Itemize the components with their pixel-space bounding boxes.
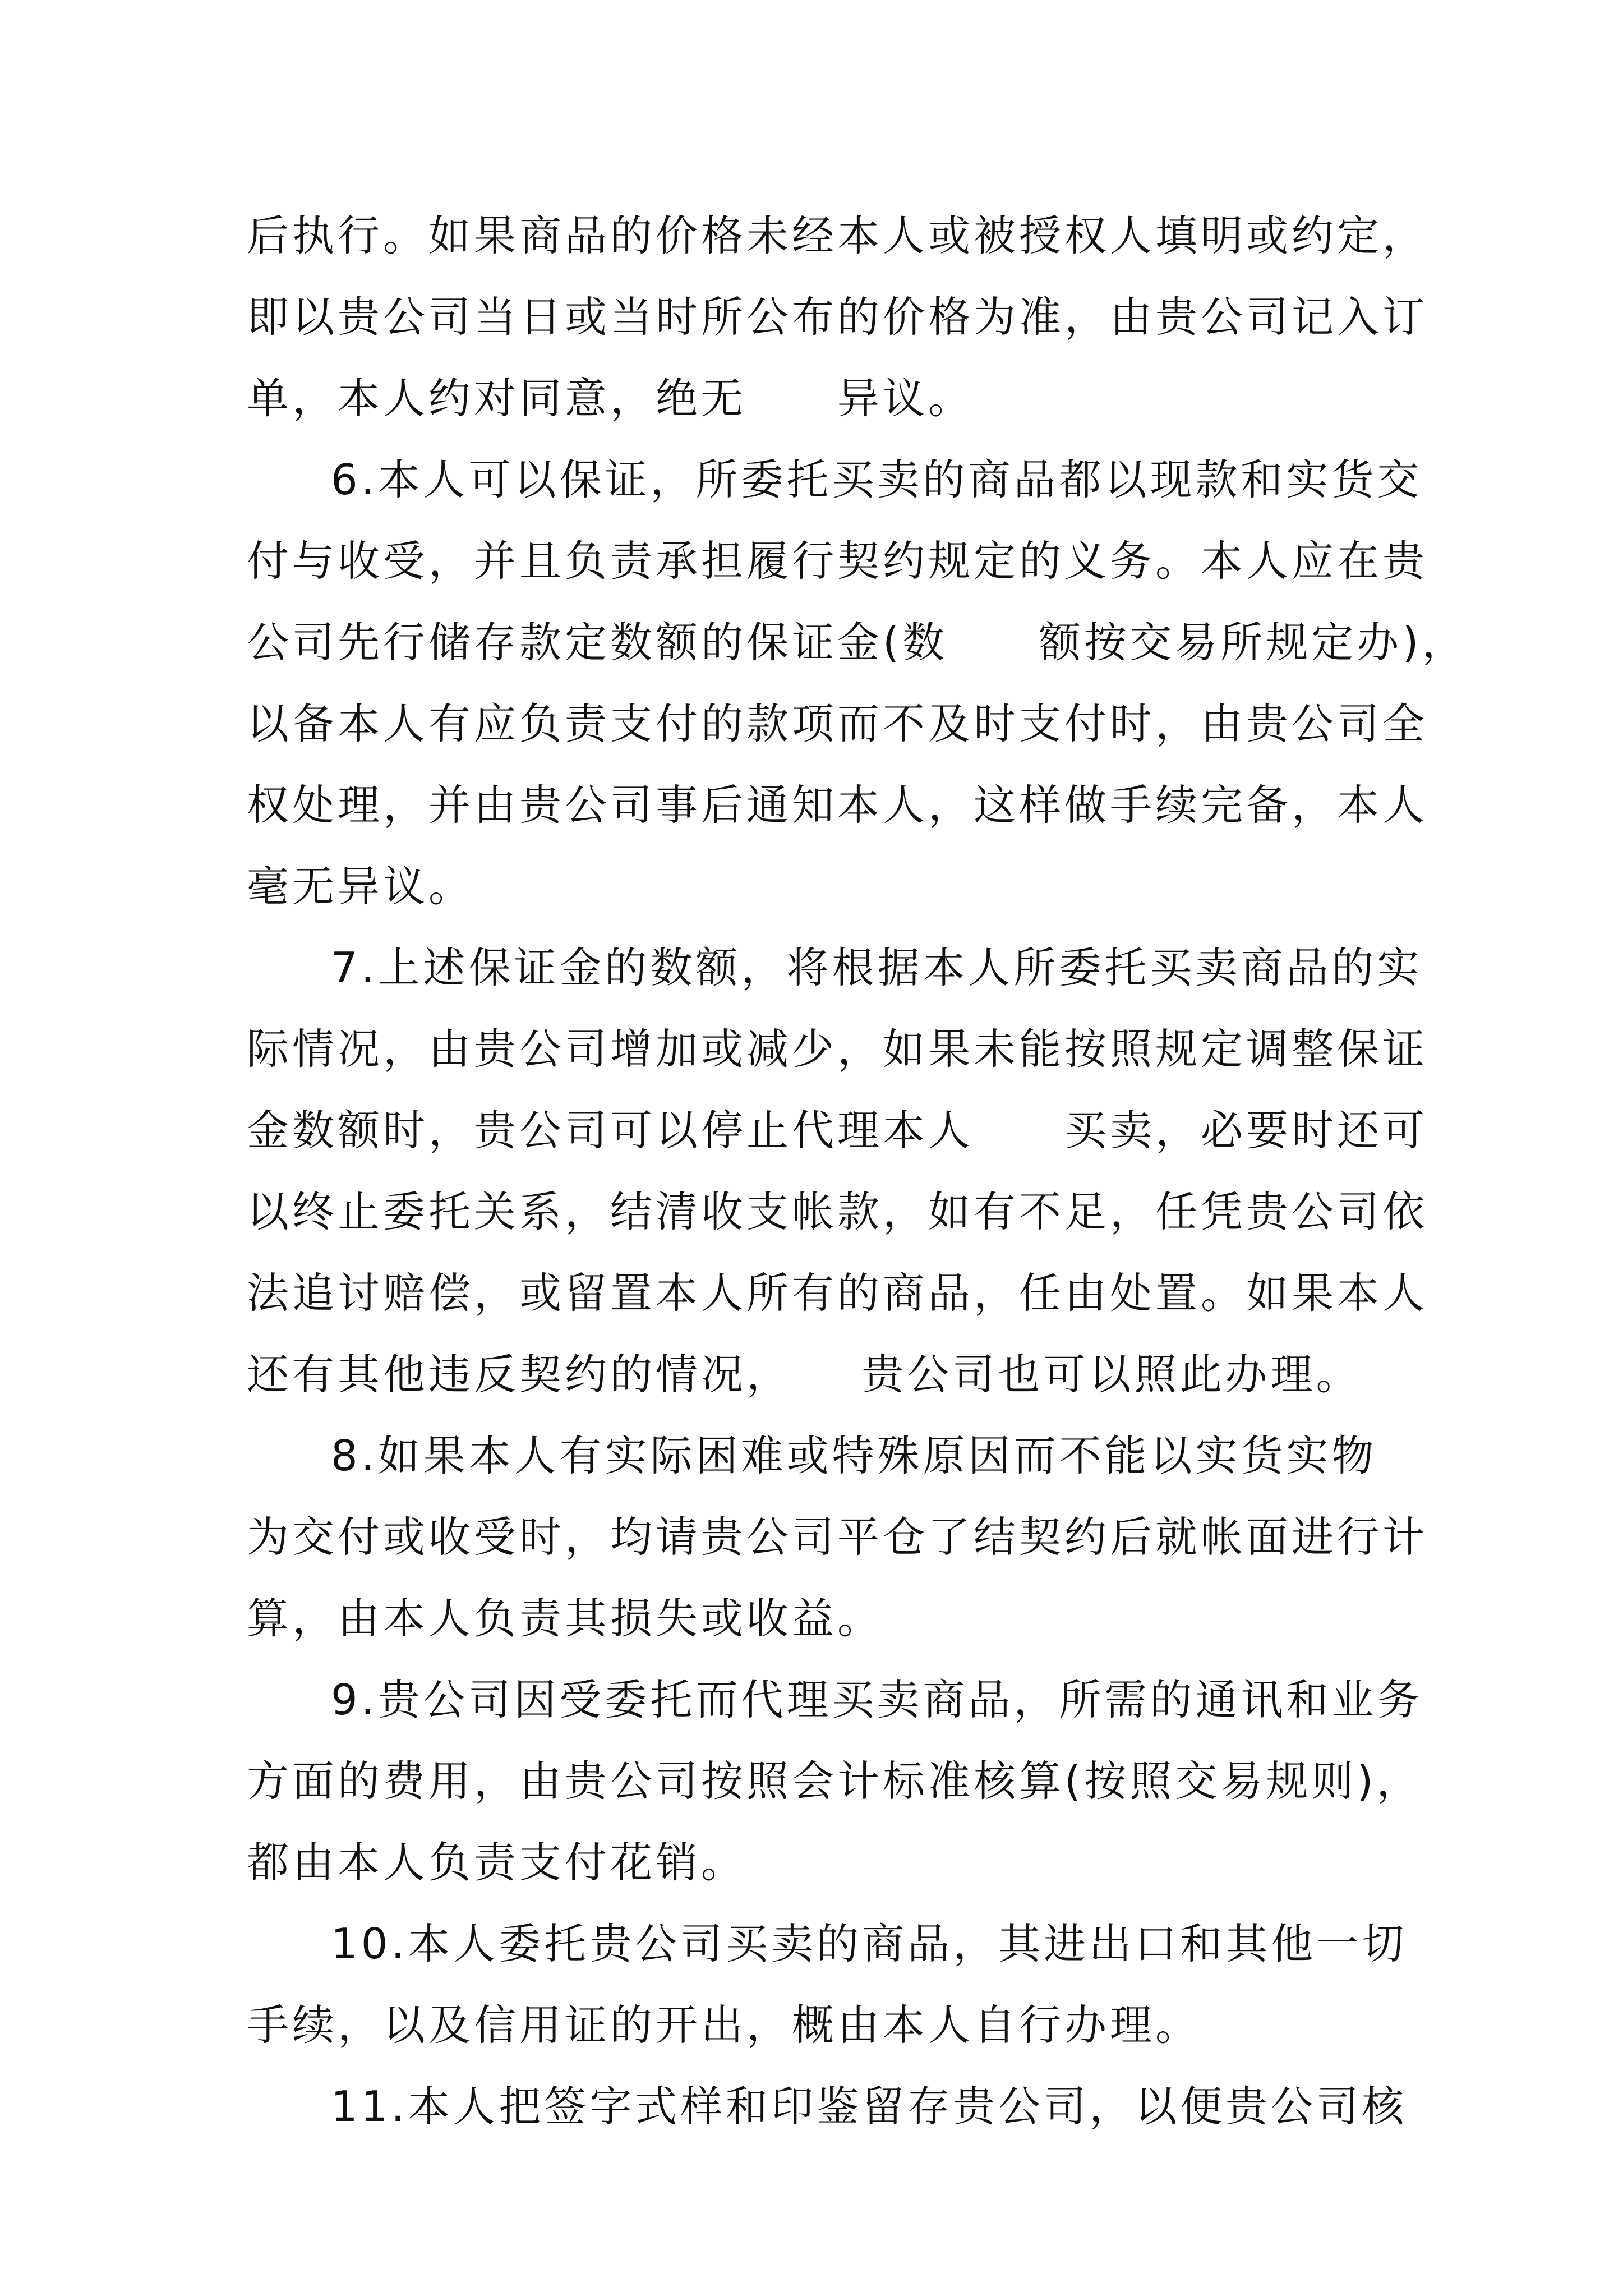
text-line: 权处理，并由贵公司事后通知本人，这样做手续完备，本人 [247,780,1428,830]
text-line: 8.如果本人有实际困难或特殊原因而不能以实货实物 [331,1431,1377,1480]
text-line: 以备本人有应负责支付的款项而不及时支付时，由贵公司全 [247,699,1428,748]
text-line: 即以贵公司当日或当时所公布的价格为准，由贵公司记入订 [247,292,1428,342]
text-line: 单，本人约对同意，绝无 异议。 [247,374,974,423]
text-line: 6.本人可以保证，所委托买卖的商品都以现款和实货交 [331,455,1423,504]
text-line: 公司先行储存款定数额的保证金(数 额按交易所规定办)， [247,618,1468,667]
text-line: 11.本人把签字式样和印鉴留存贵公司，以便贵公司核 [331,2082,1408,2131]
text-line: 付与收受，并且负责承担履行契约规定的义务。本人应在贵 [247,536,1428,586]
text-line: 手续，以及信用证的开出，概由本人自行办理。 [247,2000,1201,2050]
text-line: 9.贵公司因受委托而代理买卖商品，所需的通讯和业务 [331,1675,1423,1724]
text-line: 10.本人委托贵公司买卖的商品，其进出口和其他一切 [331,1919,1408,1968]
text-line: 后执行。如果商品的价格未经本人或被授权人填明或约定， [247,211,1428,260]
text-line: 金数额时，贵公司可以停止代理本人 买卖，必要时还可 [247,1106,1428,1155]
text-line: 以终止委托关系，结清收支帐款，如有不足，任凭贵公司依 [247,1187,1428,1236]
text-line: 毫无异议。 [247,862,474,911]
text-line: 方面的费用，由贵公司按照会计标准核算(按照交易规则)， [247,1756,1422,1806]
text-line: 算，由本人负责其损失或收益。 [247,1594,883,1643]
text-line: 为交付或收受时，均请贵公司平仓了结契约后就帐面进行计 [247,1512,1428,1562]
text-line: 还有其他违反契约的情况， 贵公司也可以照此办理。 [247,1350,1362,1399]
text-line: 法追讨赔偿，或留置本人所有的商品，任由处置。如果本人 [247,1268,1428,1318]
text-line: 7.上述保证金的数额，将根据本人所委托买卖商品的实 [331,943,1423,992]
text-line: 都由本人负责支付花销。 [247,1838,747,1887]
text-line: 际情况，由贵公司增加或减少，如果未能按照规定调整保证 [247,1024,1428,1074]
